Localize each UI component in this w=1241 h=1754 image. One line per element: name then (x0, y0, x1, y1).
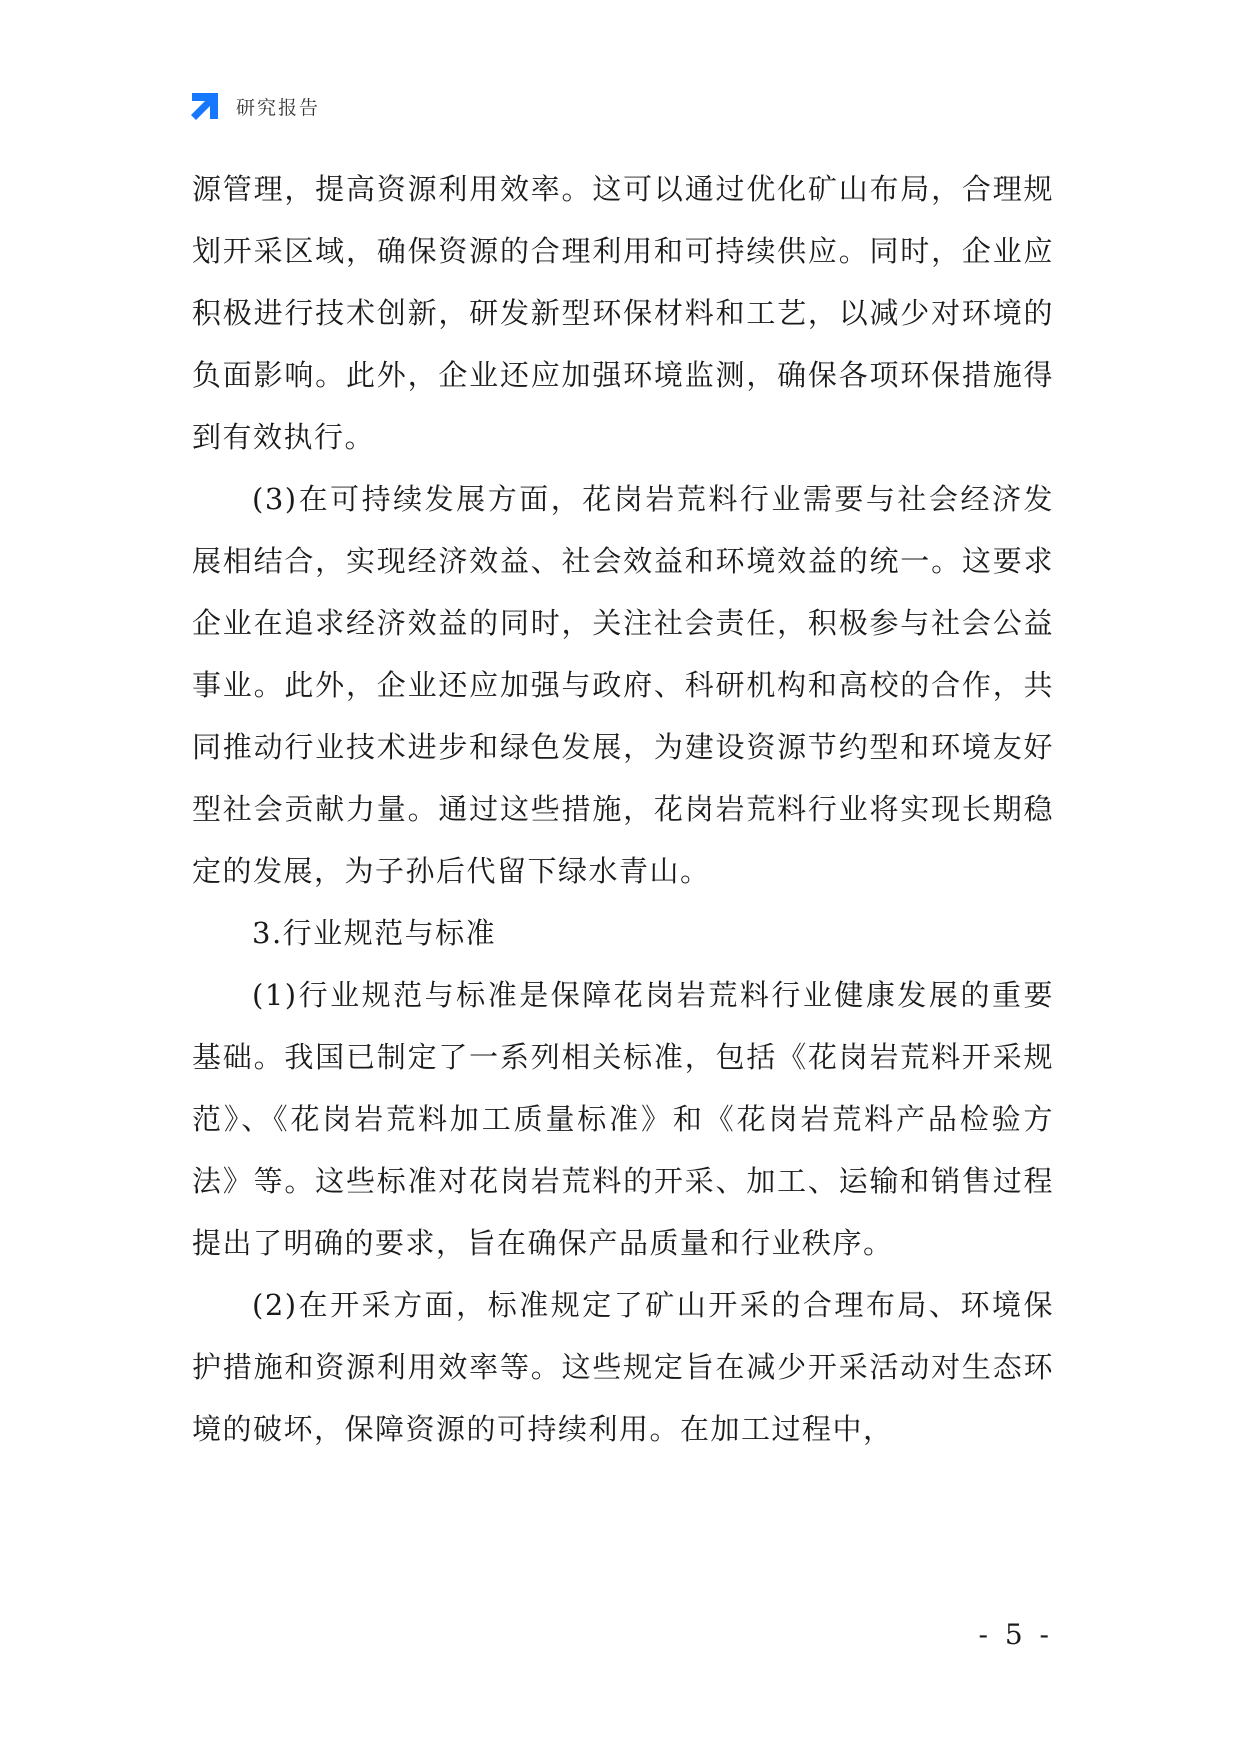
page-number: - 5 - (978, 1618, 1053, 1651)
paragraph-3: (1)行业规范与标准是保障花岗岩荒料行业健康发展的重要基础。我国已制定了一系列相关标准，包括《花岗岩荒料开采规范》、《花岗岩荒料加工质量标准》和《花岗岩荒料产品检验方法》等。这些标准对花岗岩荒料的开采、加工、运输和销售过程提出了明确的要求，旨在确保产品质量和行业秩序。 (192, 978, 1054, 1260)
section-heading: 3.行业规范与标准 (252, 916, 497, 950)
arrow-up-right-icon (188, 89, 222, 123)
paragraph-2: (3)在可持续发展方面，花岗岩荒料行业需要与社会经济发展相结合，实现经济效益、社会效益和环境效益的统一。这要求企业在追求经济效益的同时，关注社会责任，积极参与社会公益事业。此外，企业还应加强与政府、科研机构和高校的合作，共同推动行业技术进步和绿色发展，为建设资源节约型和环境友好型社会贡献力量。通过这些措施，花岗岩荒料行业将实现长期稳定的发展，为子孙后代留下绿水青山。 (192, 482, 1054, 888)
document-body (192, 158, 1054, 1460)
paragraph-4: (2)在开采方面，标准规定了矿山开采的合理布局、环境保护措施和资源利用效率等。这些规定旨在减少开采活动对生态环境的破坏，保障资源的可持续利用。在加工过程中， (192, 1288, 1054, 1446)
header-title: 研究报告 (236, 96, 321, 119)
page-header (188, 88, 320, 124)
paragraph-1: 源管理，提高资源利用效率。这可以通过优化矿山布局，合理规划开采区域，确保资源的合理利用和可持续供应。同时，企业应积极进行技术创新，研发新型环保材料和工艺，以减少对环境的负面影响。此外，企业还应加强环境监测，确保各项环保措施得到有效执行。 (192, 172, 1054, 454)
